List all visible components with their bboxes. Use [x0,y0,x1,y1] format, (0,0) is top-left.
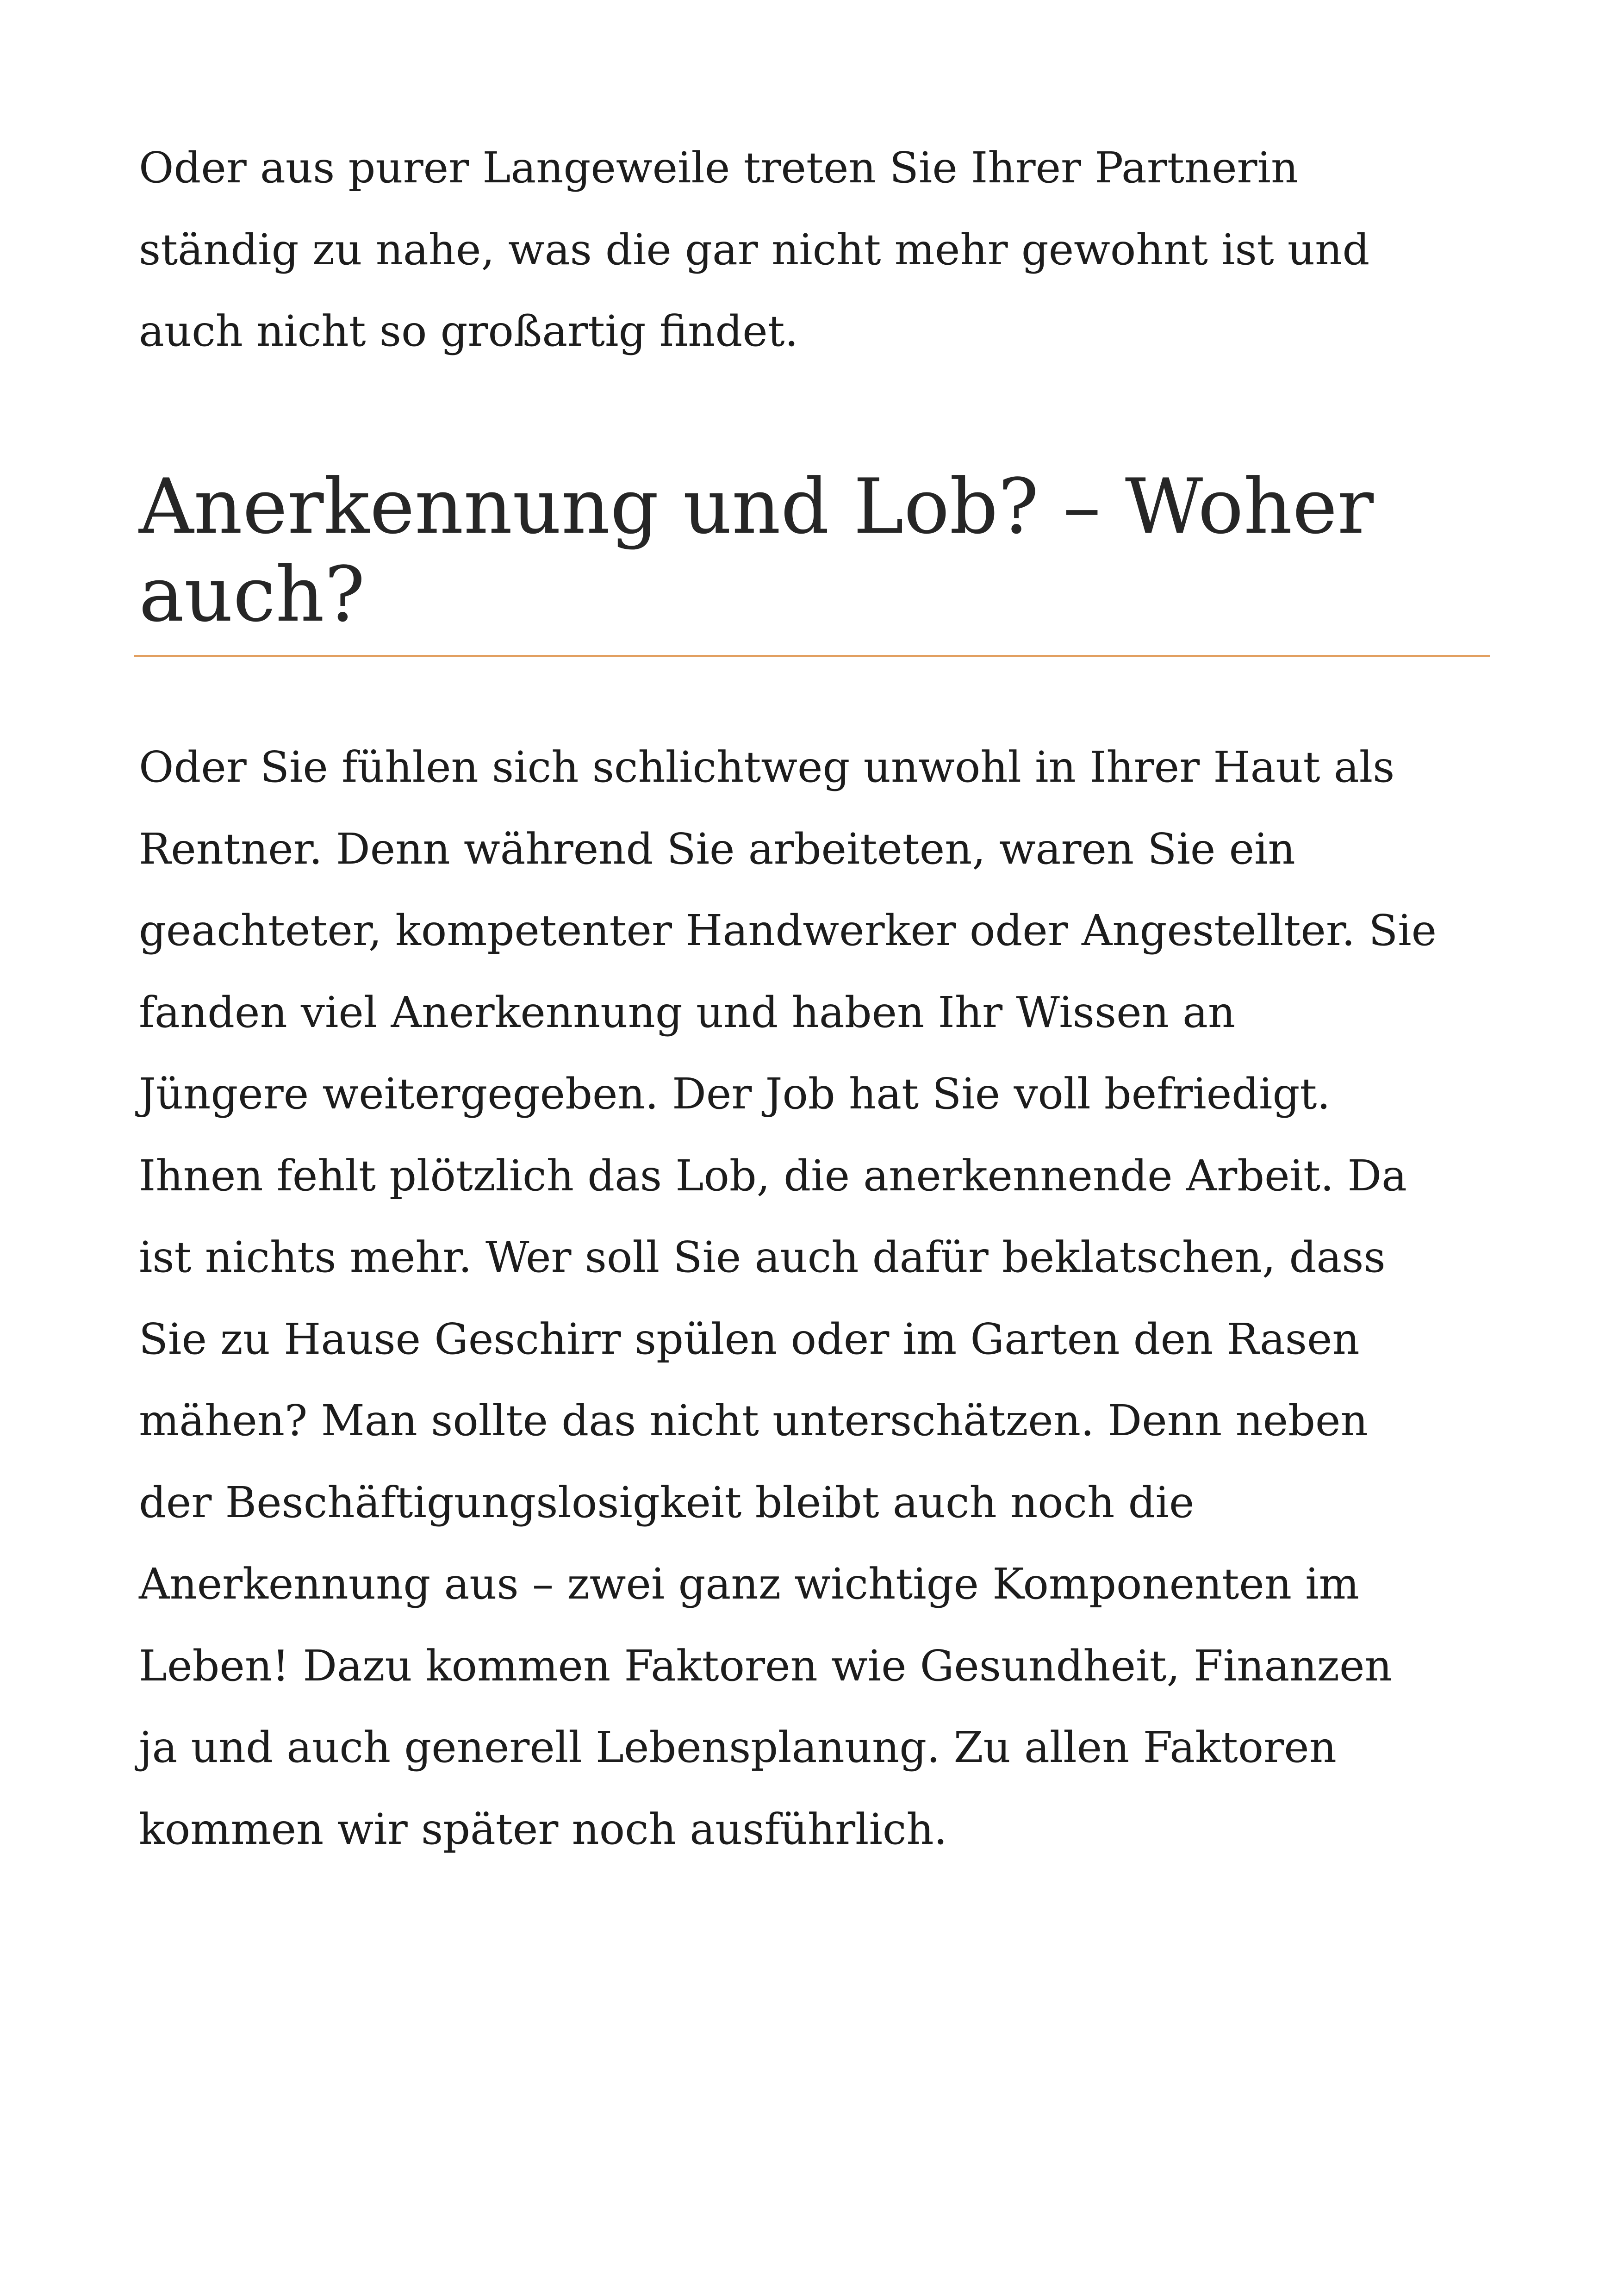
paragraph-line: fanden viel Anerkennung und haben Ihr Wissen an [139,987,1236,1037]
paragraph-line: Jüngere weitergegeben. Der Job hat Sie voll befriedigt. [139,1069,1331,1119]
heading-line: auch? [139,550,365,639]
heading-line: Anerkennung und Lob? – Woher [139,462,1374,551]
heading-underline-rule [134,655,1490,657]
paragraph-line: geachteter, kompetenter Handwerker oder Angestellter. Sie [139,906,1437,955]
paragraph-line: Rentner. Denn während Sie arbeiteten, waren Sie ein [139,824,1295,874]
paragraph-line: ist nichts mehr. Wer soll Sie auch dafür beklatschen, dass [139,1232,1386,1282]
paragraph-line: ja und auch generell Lebensplanung. Zu allen Faktoren [139,1723,1337,1772]
paragraph-line: Ihnen fehlt plötzlich das Lob, die anerkennende Arbeit. Da [139,1151,1407,1201]
paragraph-line: ständig zu nahe, was die gar nicht mehr gewohnt ist und [139,224,1370,274]
paragraph-line: Oder aus purer Langeweile treten Sie Ihrer Partnerin [139,143,1299,193]
paragraph-line: kommen wir später noch ausführlich. [139,1804,947,1854]
section-heading [139,463,1527,639]
paragraph-body [139,727,1527,1870]
paragraph-line: Sie zu Hause Geschirr spülen oder im Garten den Rasen [139,1314,1360,1364]
paragraph-line: mähen? Man sollte das nicht unterschätzen. Denn neben [139,1396,1368,1445]
paragraph-line: Anerkennung aus – zwei ganz wichtige Komponenten im [139,1559,1359,1609]
paragraph-line: der Beschäftigungslosigkeit bleibt auch noch die [139,1477,1195,1527]
paragraph-intro [139,127,1527,373]
paragraph-line: Leben! Dazu kommen Faktoren wie Gesundheit, Finanzen [139,1641,1392,1691]
paragraph-line: auch nicht so großartig findet. [139,306,798,356]
paragraph-line: Oder Sie fühlen sich schlichtweg unwohl in Ihrer Haut als [139,742,1395,792]
